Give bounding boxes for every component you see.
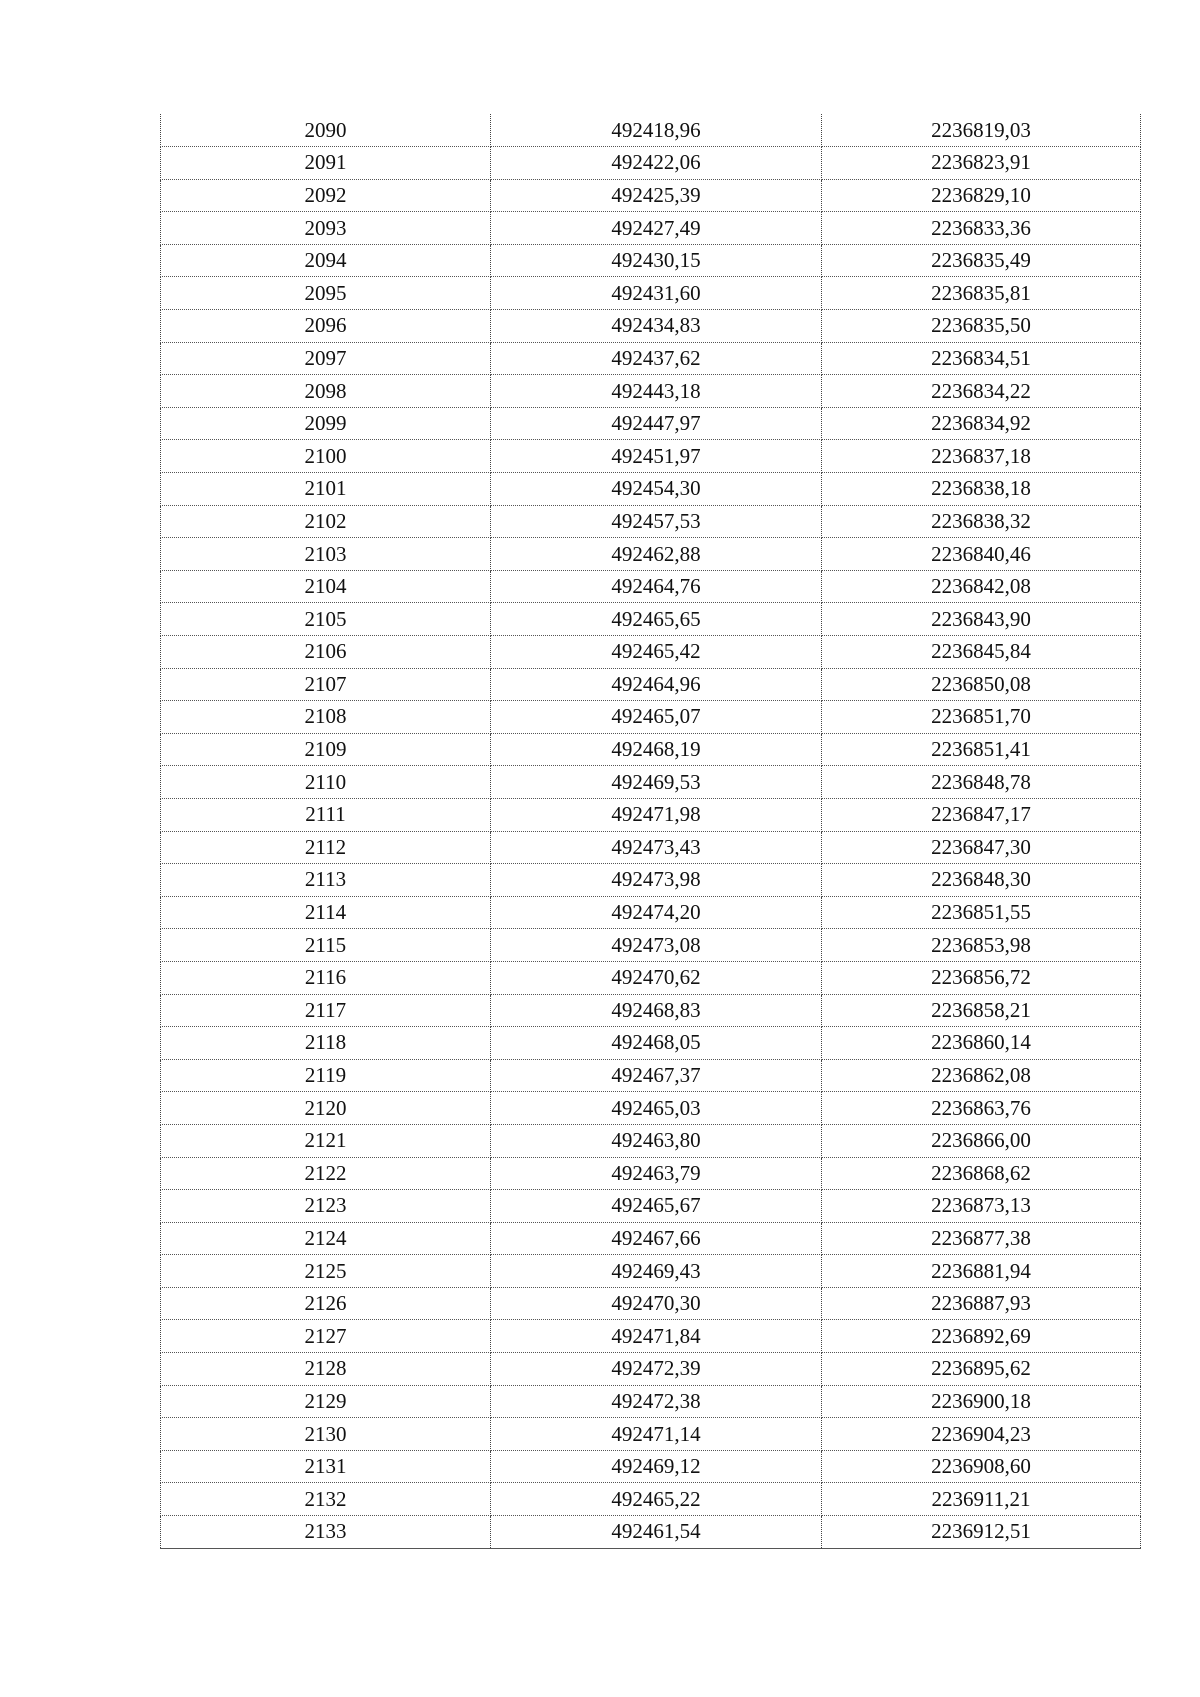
x-coordinate-cell: 492468,05 bbox=[491, 1027, 822, 1060]
point-number-cell: 2107 bbox=[161, 668, 491, 701]
x-coordinate-cell: 492425,39 bbox=[491, 179, 822, 212]
x-coordinate-cell: 492461,54 bbox=[491, 1516, 822, 1549]
x-coordinate-cell: 492463,80 bbox=[491, 1124, 822, 1157]
table-row bbox=[161, 342, 1141, 375]
point-number-cell: 2123 bbox=[161, 1190, 491, 1223]
table-row bbox=[161, 1222, 1141, 1255]
point-number-cell: 2104 bbox=[161, 570, 491, 603]
x-coordinate-cell: 492430,15 bbox=[491, 244, 822, 277]
y-coordinate-cell: 2236900,18 bbox=[822, 1385, 1141, 1418]
point-number-cell: 2097 bbox=[161, 342, 491, 375]
table-row bbox=[161, 1353, 1141, 1386]
point-number-cell: 2106 bbox=[161, 636, 491, 669]
y-coordinate-cell: 2236851,55 bbox=[822, 896, 1141, 929]
point-number-cell: 2120 bbox=[161, 1092, 491, 1125]
point-number-cell: 2093 bbox=[161, 212, 491, 245]
x-coordinate-cell: 492472,38 bbox=[491, 1385, 822, 1418]
point-number-cell: 2105 bbox=[161, 603, 491, 636]
table-row bbox=[161, 277, 1141, 310]
point-number-cell: 2122 bbox=[161, 1157, 491, 1190]
table-row bbox=[161, 440, 1141, 473]
table-row bbox=[161, 179, 1141, 212]
x-coordinate-cell: 492462,88 bbox=[491, 538, 822, 571]
point-number-cell: 2092 bbox=[161, 179, 491, 212]
x-coordinate-cell: 492473,98 bbox=[491, 864, 822, 897]
y-coordinate-cell: 2236887,93 bbox=[822, 1287, 1141, 1320]
y-coordinate-cell: 2236842,08 bbox=[822, 570, 1141, 603]
y-coordinate-cell: 2236850,08 bbox=[822, 668, 1141, 701]
coordinates-table-container bbox=[160, 114, 1140, 1549]
table-row bbox=[161, 668, 1141, 701]
table-row bbox=[161, 636, 1141, 669]
table-row bbox=[161, 1092, 1141, 1125]
x-coordinate-cell: 492471,98 bbox=[491, 798, 822, 831]
y-coordinate-cell: 2236838,18 bbox=[822, 473, 1141, 506]
x-coordinate-cell: 492468,19 bbox=[491, 733, 822, 766]
y-coordinate-cell: 2236863,76 bbox=[822, 1092, 1141, 1125]
table-row bbox=[161, 1287, 1141, 1320]
x-coordinate-cell: 492471,14 bbox=[491, 1418, 822, 1451]
x-coordinate-cell: 492454,30 bbox=[491, 473, 822, 506]
y-coordinate-cell: 2236851,41 bbox=[822, 733, 1141, 766]
point-number-cell: 2117 bbox=[161, 994, 491, 1027]
x-coordinate-cell: 492427,49 bbox=[491, 212, 822, 245]
y-coordinate-cell: 2236845,84 bbox=[822, 636, 1141, 669]
point-number-cell: 2127 bbox=[161, 1320, 491, 1353]
y-coordinate-cell: 2236873,13 bbox=[822, 1190, 1141, 1223]
table-row bbox=[161, 375, 1141, 408]
point-number-cell: 2108 bbox=[161, 701, 491, 734]
point-number-cell: 2095 bbox=[161, 277, 491, 310]
point-number-cell: 2103 bbox=[161, 538, 491, 571]
x-coordinate-cell: 492467,37 bbox=[491, 1059, 822, 1092]
point-number-cell: 2119 bbox=[161, 1059, 491, 1092]
x-coordinate-cell: 492443,18 bbox=[491, 375, 822, 408]
x-coordinate-cell: 492469,43 bbox=[491, 1255, 822, 1288]
table-row bbox=[161, 1320, 1141, 1353]
x-coordinate-cell: 492422,06 bbox=[491, 147, 822, 180]
point-number-cell: 2100 bbox=[161, 440, 491, 473]
point-number-cell: 2096 bbox=[161, 310, 491, 343]
table-row bbox=[161, 114, 1141, 147]
y-coordinate-cell: 2236838,32 bbox=[822, 505, 1141, 538]
table-row bbox=[161, 766, 1141, 799]
y-coordinate-cell: 2236833,36 bbox=[822, 212, 1141, 245]
x-coordinate-cell: 492434,83 bbox=[491, 310, 822, 343]
y-coordinate-cell: 2236862,08 bbox=[822, 1059, 1141, 1092]
x-coordinate-cell: 492473,43 bbox=[491, 831, 822, 864]
point-number-cell: 2102 bbox=[161, 505, 491, 538]
point-number-cell: 2131 bbox=[161, 1450, 491, 1483]
x-coordinate-cell: 492465,03 bbox=[491, 1092, 822, 1125]
point-number-cell: 2126 bbox=[161, 1287, 491, 1320]
y-coordinate-cell: 2236829,10 bbox=[822, 179, 1141, 212]
table-row bbox=[161, 1450, 1141, 1483]
y-coordinate-cell: 2236866,00 bbox=[822, 1124, 1141, 1157]
point-number-cell: 2111 bbox=[161, 798, 491, 831]
point-number-cell: 2118 bbox=[161, 1027, 491, 1060]
table-row bbox=[161, 603, 1141, 636]
point-number-cell: 2109 bbox=[161, 733, 491, 766]
x-coordinate-cell: 492463,79 bbox=[491, 1157, 822, 1190]
y-coordinate-cell: 2236856,72 bbox=[822, 961, 1141, 994]
x-coordinate-cell: 492467,66 bbox=[491, 1222, 822, 1255]
y-coordinate-cell: 2236848,78 bbox=[822, 766, 1141, 799]
y-coordinate-cell: 2236835,81 bbox=[822, 277, 1141, 310]
point-number-cell: 2113 bbox=[161, 864, 491, 897]
y-coordinate-cell: 2236858,21 bbox=[822, 994, 1141, 1027]
table-row bbox=[161, 473, 1141, 506]
table-row bbox=[161, 733, 1141, 766]
x-coordinate-cell: 492465,42 bbox=[491, 636, 822, 669]
point-number-cell: 2115 bbox=[161, 929, 491, 962]
x-coordinate-cell: 492469,12 bbox=[491, 1450, 822, 1483]
table-row bbox=[161, 961, 1141, 994]
point-number-cell: 2112 bbox=[161, 831, 491, 864]
point-number-cell: 2130 bbox=[161, 1418, 491, 1451]
table-row bbox=[161, 570, 1141, 603]
point-number-cell: 2132 bbox=[161, 1483, 491, 1516]
x-coordinate-cell: 492464,96 bbox=[491, 668, 822, 701]
y-coordinate-cell: 2236868,62 bbox=[822, 1157, 1141, 1190]
point-number-cell: 2114 bbox=[161, 896, 491, 929]
coordinates-table bbox=[160, 114, 1141, 1549]
x-coordinate-cell: 492470,30 bbox=[491, 1287, 822, 1320]
point-number-cell: 2098 bbox=[161, 375, 491, 408]
x-coordinate-cell: 492457,53 bbox=[491, 505, 822, 538]
point-number-cell: 2128 bbox=[161, 1353, 491, 1386]
table-row bbox=[161, 1516, 1141, 1549]
table-row bbox=[161, 1385, 1141, 1418]
point-number-cell: 2121 bbox=[161, 1124, 491, 1157]
y-coordinate-cell: 2236851,70 bbox=[822, 701, 1141, 734]
table-row bbox=[161, 1190, 1141, 1223]
x-coordinate-cell: 492473,08 bbox=[491, 929, 822, 962]
table-row bbox=[161, 310, 1141, 343]
table-row bbox=[161, 864, 1141, 897]
x-coordinate-cell: 492451,97 bbox=[491, 440, 822, 473]
table-row bbox=[161, 212, 1141, 245]
table-row bbox=[161, 1124, 1141, 1157]
x-coordinate-cell: 492418,96 bbox=[491, 114, 822, 147]
y-coordinate-cell: 2236853,98 bbox=[822, 929, 1141, 962]
table-row bbox=[161, 538, 1141, 571]
point-number-cell: 2133 bbox=[161, 1516, 491, 1549]
table-row bbox=[161, 1027, 1141, 1060]
point-number-cell: 2129 bbox=[161, 1385, 491, 1418]
y-coordinate-cell: 2236912,51 bbox=[822, 1516, 1141, 1549]
y-coordinate-cell: 2236908,60 bbox=[822, 1450, 1141, 1483]
y-coordinate-cell: 2236834,92 bbox=[822, 407, 1141, 440]
x-coordinate-cell: 492465,22 bbox=[491, 1483, 822, 1516]
x-coordinate-cell: 492465,07 bbox=[491, 701, 822, 734]
table-row bbox=[161, 831, 1141, 864]
x-coordinate-cell: 492469,53 bbox=[491, 766, 822, 799]
y-coordinate-cell: 2236860,14 bbox=[822, 1027, 1141, 1060]
coordinates-table-body bbox=[161, 114, 1141, 1548]
x-coordinate-cell: 492431,60 bbox=[491, 277, 822, 310]
table-row bbox=[161, 994, 1141, 1027]
y-coordinate-cell: 2236881,94 bbox=[822, 1255, 1141, 1288]
y-coordinate-cell: 2236847,17 bbox=[822, 798, 1141, 831]
y-coordinate-cell: 2236911,21 bbox=[822, 1483, 1141, 1516]
y-coordinate-cell: 2236835,49 bbox=[822, 244, 1141, 277]
y-coordinate-cell: 2236835,50 bbox=[822, 310, 1141, 343]
x-coordinate-cell: 492465,67 bbox=[491, 1190, 822, 1223]
table-row bbox=[161, 1483, 1141, 1516]
point-number-cell: 2110 bbox=[161, 766, 491, 799]
y-coordinate-cell: 2236895,62 bbox=[822, 1353, 1141, 1386]
table-row bbox=[161, 701, 1141, 734]
table-row bbox=[161, 929, 1141, 962]
point-number-cell: 2094 bbox=[161, 244, 491, 277]
table-row bbox=[161, 1059, 1141, 1092]
x-coordinate-cell: 492468,83 bbox=[491, 994, 822, 1027]
point-number-cell: 2124 bbox=[161, 1222, 491, 1255]
table-row bbox=[161, 896, 1141, 929]
x-coordinate-cell: 492472,39 bbox=[491, 1353, 822, 1386]
x-coordinate-cell: 492465,65 bbox=[491, 603, 822, 636]
x-coordinate-cell: 492474,20 bbox=[491, 896, 822, 929]
y-coordinate-cell: 2236840,46 bbox=[822, 538, 1141, 571]
point-number-cell: 2099 bbox=[161, 407, 491, 440]
table-row bbox=[161, 1157, 1141, 1190]
table-row bbox=[161, 407, 1141, 440]
table-row bbox=[161, 798, 1141, 831]
y-coordinate-cell: 2236837,18 bbox=[822, 440, 1141, 473]
x-coordinate-cell: 492464,76 bbox=[491, 570, 822, 603]
y-coordinate-cell: 2236834,22 bbox=[822, 375, 1141, 408]
y-coordinate-cell: 2236819,03 bbox=[822, 114, 1141, 147]
y-coordinate-cell: 2236904,23 bbox=[822, 1418, 1141, 1451]
table-row bbox=[161, 1418, 1141, 1451]
y-coordinate-cell: 2236892,69 bbox=[822, 1320, 1141, 1353]
point-number-cell: 2116 bbox=[161, 961, 491, 994]
x-coordinate-cell: 492437,62 bbox=[491, 342, 822, 375]
point-number-cell: 2125 bbox=[161, 1255, 491, 1288]
table-row bbox=[161, 505, 1141, 538]
x-coordinate-cell: 492470,62 bbox=[491, 961, 822, 994]
x-coordinate-cell: 492447,97 bbox=[491, 407, 822, 440]
point-number-cell: 2090 bbox=[161, 114, 491, 147]
point-number-cell: 2101 bbox=[161, 473, 491, 506]
y-coordinate-cell: 2236834,51 bbox=[822, 342, 1141, 375]
table-row bbox=[161, 1255, 1141, 1288]
y-coordinate-cell: 2236848,30 bbox=[822, 864, 1141, 897]
point-number-cell: 2091 bbox=[161, 147, 491, 180]
table-row bbox=[161, 147, 1141, 180]
y-coordinate-cell: 2236847,30 bbox=[822, 831, 1141, 864]
y-coordinate-cell: 2236823,91 bbox=[822, 147, 1141, 180]
y-coordinate-cell: 2236843,90 bbox=[822, 603, 1141, 636]
y-coordinate-cell: 2236877,38 bbox=[822, 1222, 1141, 1255]
x-coordinate-cell: 492471,84 bbox=[491, 1320, 822, 1353]
table-row bbox=[161, 244, 1141, 277]
